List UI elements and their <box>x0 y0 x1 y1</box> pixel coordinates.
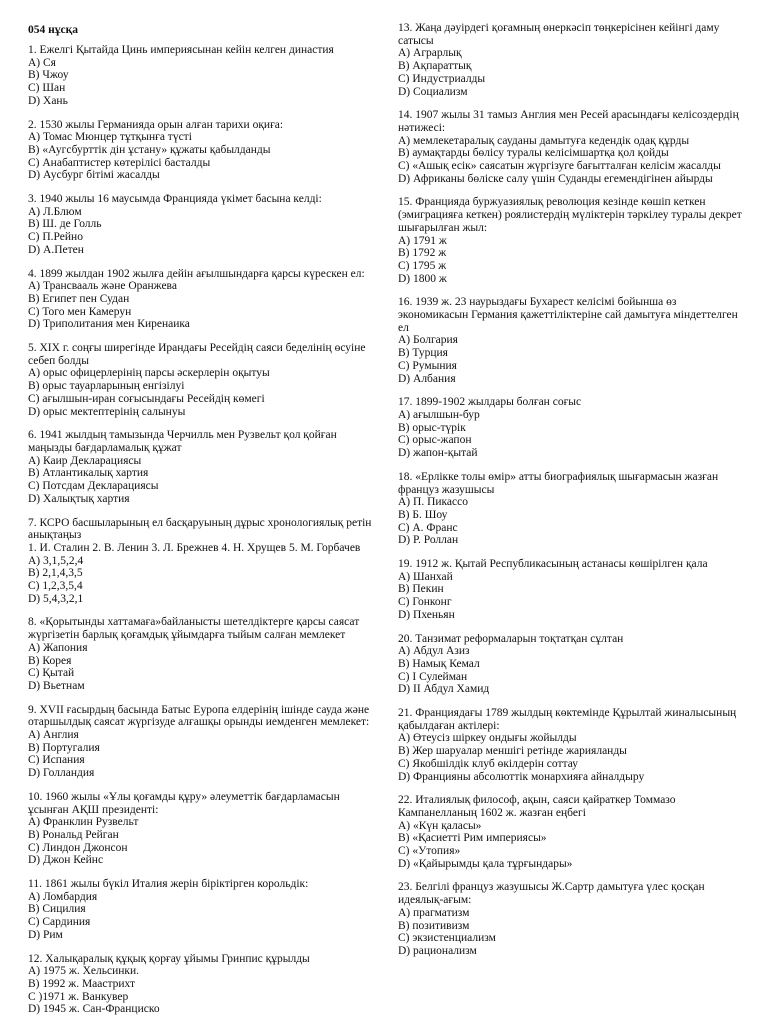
answer-option: B) 2,1,4,3,5 <box>28 567 83 580</box>
question-text: 3. 1940 жылы 16 маусымда Францияда үкімет басына келді: <box>28 193 322 206</box>
question-text: 18. «Ерлікке толы өмір» атты биографиялық шығармасын жазған француз жазушысы <box>398 470 719 496</box>
answer-option: A) Шанхай <box>398 570 453 583</box>
question-block <box>398 22 748 98</box>
answer-option: A) прагматизм <box>398 906 470 919</box>
answer-option: D) Вьетнам <box>28 679 85 692</box>
answer-option: B) 1992 ж. Маастрихт <box>28 978 136 990</box>
answer-option: D) Францияны абсолюттік монархияға айналдыру <box>398 770 645 783</box>
answer-option: A) Ся <box>28 56 56 69</box>
answer-option: D) Аусбург бітімі жасалды <box>28 169 160 182</box>
answer-option: D) орыс мектептерінің салынуы <box>28 405 186 418</box>
answer-option: D) Пхеньян <box>398 608 455 621</box>
question-text: 8. «Қорытынды хаттамаға»байланысты шетелдіктерге қарсы саясат жүргізетін барлық қоғамдық ұйымдарға тыйым салған мемлекет <box>28 616 360 642</box>
answer-option: C) П.Рейно <box>28 231 83 244</box>
answer-option: A) «Күн қаласы» <box>398 819 482 832</box>
question-text: 2. 1530 жылы Германияда орын алған тарихи оқиға: <box>28 118 284 131</box>
question-block <box>28 193 374 257</box>
answer-option: D) Хань <box>28 94 68 107</box>
answer-option: B) Рональд Рейган <box>28 828 119 841</box>
question-block <box>398 109 748 185</box>
answer-option: D) рационализм <box>398 945 477 957</box>
question-block <box>398 196 748 285</box>
answer-option: A) ағылшын-бур <box>398 408 480 421</box>
answer-option: A) Томас Мюнцер тұтқынға түсті <box>28 131 192 144</box>
answer-option: B) Португалия <box>28 741 100 754</box>
answer-option: A) 1791 ж <box>398 234 447 247</box>
answer-option: C) Анабаптистер көтерілісі басталды <box>28 156 211 169</box>
answer-option: D) Рим <box>28 928 63 941</box>
answer-option: C) орыс-жапон <box>398 434 472 447</box>
question-text: 15. Францияда буржуазиялық революция кезінде көшіп кеткен (эмиграцияға кеткен) роялистердің мүліктерін тәркілеу туралы декрет шығарылған жыл: <box>398 196 742 234</box>
question-block <box>28 44 374 108</box>
answer-option: C) Якобшілдік клуб өкілдерін соттау <box>398 757 578 770</box>
right-column <box>398 22 748 969</box>
question-block <box>28 616 374 692</box>
answer-option: A) Өтеусіз шіркеу ондығы жойылды <box>398 732 577 745</box>
question-block <box>28 268 374 332</box>
question-text: 4. 1899 жылдан 1902 жылға дейін ағылшындарға қарсы күрескен ел: <box>28 267 365 280</box>
answer-option: C) экзистенциализм <box>398 932 496 945</box>
question-block <box>28 342 374 418</box>
question-text: 5. XIX г. соңғы ширегінде Ирандағы Ресейдің саяси беделінің өсуіне себеп болды <box>28 342 366 367</box>
question-block <box>28 704 374 780</box>
question-block <box>398 296 748 385</box>
question-text: 14. 1907 жылы 31 тамыз Англия мен Ресей арасындағы келісоздердің нәтижесі: <box>398 109 739 134</box>
answer-option: D) Джон Кейнс <box>28 854 104 867</box>
answer-option: B) Корея <box>28 654 72 667</box>
question-text: 22. Италиялық философ, ақын, саяси қайраткер Томмазо Кампанелланың 1602 ж. жазған еңбегі <box>398 794 676 819</box>
answer-option: A) Болгария <box>398 334 458 347</box>
answer-option: A) мемлекетаралық сауданы дамытуға кедендік одақ құрды <box>398 134 690 147</box>
question-text: 17. 1899-1902 жылдары болған соғыс <box>398 396 582 409</box>
answer-option: B) «Қасиетті Рим империясы» <box>398 832 547 845</box>
answer-option: C) А. Франс <box>398 521 458 534</box>
question-block <box>398 881 748 957</box>
answer-option: A) Франклин Рузвельт <box>28 816 139 829</box>
answer-option: A) Аграрлық <box>398 47 462 60</box>
answer-option: C) Потсдам Декларациясы <box>28 480 159 493</box>
answer-option: B) Атлантикалық хартия <box>28 467 149 480</box>
answer-option: C) Сардиния <box>28 916 91 929</box>
answer-option: B) Б. Шоу <box>398 508 448 521</box>
answer-option: A) Абдул Азиз <box>398 645 470 658</box>
answer-option: B) Жер шаруалар меншігі ретінде жарияланды <box>398 745 627 758</box>
answer-option: B) орыс-түрік <box>398 421 466 434</box>
answer-option: A) Жапония <box>28 641 88 654</box>
question-block <box>398 633 748 697</box>
answer-option: C) Индустриалды <box>398 72 486 85</box>
answer-option: B) Пекин <box>398 583 444 596</box>
answer-option: B) 1792 ж <box>398 247 447 260</box>
answer-option: C) «Ашық есік» саясатын жүргізуге бағытталған келісім жасалды <box>398 160 721 173</box>
question-text: 10. 1960 жылы «Ұлы қоғамды құру» әлеуметтік бағдарламасын ұсынған АҚШ президенті: <box>28 790 340 816</box>
answer-option: B) позитивизм <box>398 919 470 932</box>
answer-option: D) Халықтық хартия <box>28 492 130 505</box>
answer-option: B) Намық Кемал <box>398 657 480 670</box>
answer-option: D) Р. Роллан <box>398 534 459 547</box>
answer-option: A) Каир Декларациясы <box>28 454 142 467</box>
left-column <box>28 22 374 1027</box>
question-block <box>398 471 748 547</box>
question-block <box>28 429 374 505</box>
answer-option: C) Гонконг <box>398 596 452 609</box>
question-block <box>398 558 748 622</box>
answer-option: D) Голландия <box>28 767 95 780</box>
answer-option: A) Л.Блюм <box>28 205 82 218</box>
question-text: 20. Танзимат реформаларын тоқтатқан сұлтан <box>398 632 624 645</box>
answer-option: A) 3,1,5,2,4 <box>28 554 84 567</box>
question-block <box>28 517 374 606</box>
answer-option: 1. И. Сталин 2. В. Ленин 3. Л. Брежнев 4. Н. Хрущев 5. М. Горбачев <box>28 541 361 554</box>
question-text: 9. XVII ғасырдың басында Батыс Еуропа елдерінің ішінде сауда және отаршылдық саясат жүргізуде алғашқы орынды иемденген мемлекет: <box>28 703 370 729</box>
question-block <box>28 953 374 1017</box>
answer-option: C) I Сулейман <box>398 670 468 683</box>
question-block <box>28 878 374 942</box>
answer-option: A) 1975 ж. Хельсинки. <box>28 965 140 978</box>
answer-option: D) 1945 ж. Сан-Франциско <box>28 1003 160 1016</box>
answer-option: C) 1795 ж <box>398 259 447 272</box>
answer-option: A) орыс офицерлерінің парсы әскерлерін оқытуы <box>28 367 270 380</box>
answer-option: D) II Абдул Хамид <box>398 683 490 696</box>
answer-option: B) орыс тауарларының енгізілуі <box>28 380 185 393</box>
question-block <box>398 707 748 783</box>
answer-option: D) Африканы бөліске салу үшін Суданды егемендігінен айырды <box>398 172 713 185</box>
answer-option: A) Трансвааль және Оранжева <box>28 280 177 293</box>
answer-option: C )1971 ж. Ванкувер <box>28 990 129 1003</box>
answer-option: D) жапон-қытай <box>398 447 478 460</box>
answer-option: C) Румыния <box>398 359 457 372</box>
question-text: 11. 1861 жылы бүкіл Италия жерін біріктірген корольдік: <box>28 878 309 891</box>
answer-option: C) Испания <box>28 754 85 767</box>
answer-option: C) Того мен Камерун <box>28 305 132 318</box>
answer-option: B) Ш. де Голль <box>28 218 102 231</box>
answer-option: B) Чжоу <box>28 69 69 82</box>
question-text: 6. 1941 жылдың тамызында Черчилль мен Рузвельт қол қойған маңызды бағдарламалық құжат <box>28 429 337 454</box>
answer-option: D) 1800 ж <box>398 272 447 285</box>
answer-option: B) «Аугсбурттік дін ұстану» құжаты қабылданды <box>28 143 271 156</box>
question-text: 7. КСРО басшыларының ел басқаруының дұрыс хронологиялық ретін анықтаңыз <box>28 516 372 542</box>
answer-option: C) «Утопия» <box>398 845 461 858</box>
answer-option: A) Англия <box>28 729 79 742</box>
answer-option: C) 1,2,3,5,4 <box>28 580 83 593</box>
answer-option: A) Ломбардия <box>28 890 98 903</box>
answer-option: A) П. Пикассо <box>398 496 468 509</box>
answer-option: B) Сицилия <box>28 903 86 916</box>
question-text: 12. Халықаралық құқық қорғау ұйымы Гринпис құрылды <box>28 952 310 965</box>
answer-option: D) А.Петен <box>28 243 84 256</box>
question-block <box>28 791 374 867</box>
answer-option: D) «Қайырымды қала тұрғындары» <box>398 857 573 870</box>
answer-option: D) Триполитания мен Киренаика <box>28 318 190 331</box>
question-block <box>398 396 748 460</box>
answer-option: B) аумақтарды бөлісу туралы келісімшартқа қол қойды <box>398 147 669 160</box>
question-text: 1. Ежелгі Қытайда Цинь империясынан кейін келген династия <box>28 44 334 56</box>
answer-option: C) Шан <box>28 82 66 95</box>
answer-option: D) Албания <box>398 372 456 385</box>
question-text: 21. Франциядағы 1789 жылдың көктемінде Құрылтай жиналысының қабылдаған актілері: <box>398 707 737 732</box>
question-text: 19. 1912 ж. Қытай Республикасының астанасы көшірілген қала <box>398 558 708 571</box>
answer-option: B) Египет пен Судан <box>28 292 130 305</box>
answer-option: D) 5,4,3,2,1 <box>28 592 84 605</box>
answer-option: D) Социализм <box>398 85 468 98</box>
answer-option: C) ағылшын-иран соғысындағы Ресейдің көмегі <box>28 392 265 405</box>
question-text: 23. Белгілі француз жазушысы Ж.Сартр дамытуға үлес қосқан идеялық-ағым: <box>398 881 705 907</box>
answer-option: B) Турция <box>398 347 448 360</box>
answer-option: C) Қытай <box>28 667 75 680</box>
question-text: 13. Жаңа дәуірдегі қоғамның өнеркәсіп төңкерісінен кейінгі даму сатысы <box>398 22 720 47</box>
answer-option: B) Ақпараттық <box>398 60 472 73</box>
question-block <box>398 794 748 870</box>
answer-option: C) Линдон Джонсон <box>28 841 128 854</box>
question-text: 16. 1939 ж. 23 наурыздағы Бухарест келісімі бойынша өз экономикасын Германия қажеттіліктеріне сай дамытуға міндеттелген ел <box>398 296 738 334</box>
question-block <box>28 119 374 183</box>
variant-title: 054 нұсқа <box>28 24 78 36</box>
